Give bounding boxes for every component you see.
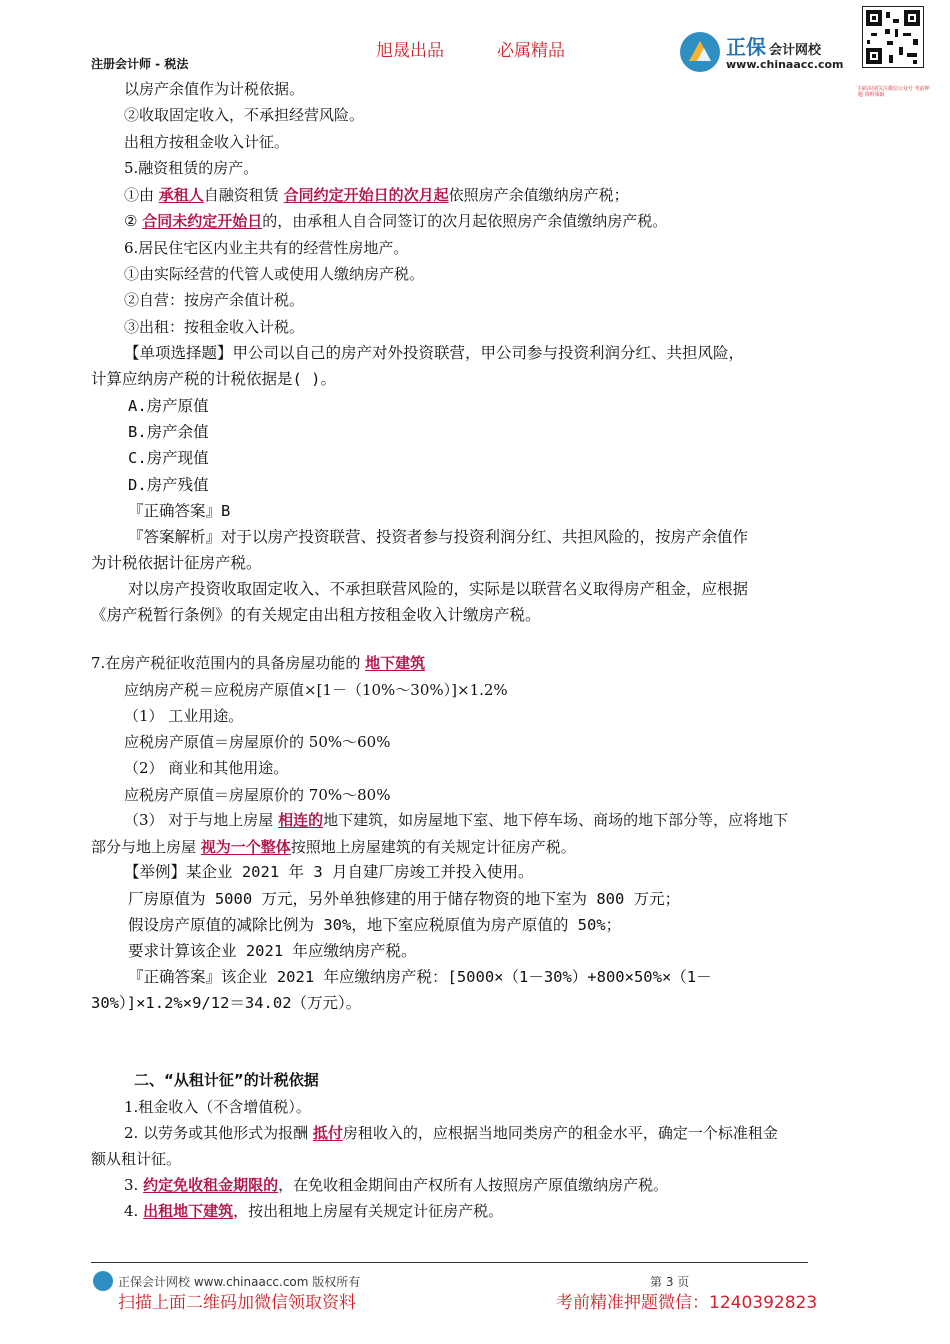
body-line: 4. 出租地下建筑，按出租地上房屋有关规定计征房产税。	[124, 1202, 504, 1220]
slogan-left: 旭晟出品	[376, 41, 444, 61]
option-a: A.房产原值	[128, 397, 209, 415]
keyword: 合同约定开始日的次月起	[283, 186, 449, 204]
body-line: 以房产余值作为计税依据。	[124, 80, 305, 98]
question-text: 计算应纳房产税的计税依据是( )。	[91, 370, 336, 388]
section-item: 7.在房产税征收范围内的具备房屋功能的 地下建筑	[91, 654, 426, 672]
keyword: 抵付	[312, 1124, 343, 1142]
answer-explanation: 为计税依据计征房产税。	[91, 554, 262, 572]
correct-answer: 『正确答案』B	[128, 502, 231, 520]
formula-line: 应纳房产税＝应税房产原值×[1－（10%～30%）]×1.2%	[124, 681, 508, 699]
keyword: 地下建筑	[365, 654, 426, 672]
body-line: （1） 工业用途。	[124, 707, 244, 725]
example-answer: 30%）]×1.2%×9/12＝34.02（万元）。	[91, 994, 362, 1012]
keyword: 相连的	[278, 811, 324, 829]
keyword: 出租地下建筑	[143, 1202, 234, 1220]
example-line: 厂房原值为 5000 万元，另外单独修建的用于储存物资的地下室为 800 万元；	[128, 890, 681, 908]
example-title: 【举例】某企业 2021 年 3 月自建厂房竣工并投入使用。	[124, 863, 534, 881]
body-line: 部分与地上房屋 视为一个整体按照地上房屋建筑的有关规定计征房产税。	[91, 838, 576, 856]
formula-line: 应税房产原值＝房屋原价的 70%～80%	[124, 786, 391, 804]
logo-url: www.chinaacc.com	[726, 58, 844, 71]
page-number: 第 3 页	[650, 1275, 690, 1289]
body-line: 1.租金收入（不含增值税）。	[124, 1098, 311, 1116]
keyword: 视为一个整体	[200, 838, 291, 856]
body-line: ③出租：按租金收入计税。	[124, 318, 305, 336]
subject-title: 注册会计师 - 税法	[91, 57, 189, 71]
body-line: 3. 约定免收租金期限的，在免收租金期间由产权所有人按照房产原值缴纳房产税。	[124, 1176, 669, 1194]
footer-logo-icon	[93, 1271, 113, 1291]
logo-mark-icon	[680, 32, 720, 72]
question-text: 【单项选择题】甲公司以自己的房产对外投资联营，甲公司参与投资利润分红、共担风险，	[124, 344, 745, 362]
body-line: （3） 对于与地上房屋 相连的地下建筑，如房屋地下室、地下停车场、商场的地下部分等，应将地下	[124, 811, 789, 829]
body-line: （2） 商业和其他用途。	[124, 759, 289, 777]
footer-ad-right: 考前精准押题微信：1240392823	[556, 1293, 818, 1313]
keyword: 承租人	[158, 186, 204, 204]
section-heading: 二、“从租计征”的计税依据	[134, 1071, 319, 1089]
body-line: ①由 承租人自融资租赁 合同约定开始日的次月起依照房产余值缴纳房产税；	[124, 186, 629, 204]
body-line: 2. 以劳务或其他形式为报酬 抵付房租收入的，应根据当地同类房产的租金水平，确定一个标准租金	[124, 1124, 778, 1142]
qr-code-icon[interactable]	[862, 6, 924, 68]
keyword: 约定免收租金期限的	[143, 1176, 279, 1194]
brand-logo[interactable]	[680, 28, 860, 78]
footer-ad-left: 扫描上面二维码加微信领取资料	[118, 1293, 356, 1313]
formula-line: 应税房产原值＝房屋原价的 50%～60%	[124, 733, 391, 751]
slogan-right: 必属精品	[497, 41, 565, 61]
option-b: B.房产余值	[128, 423, 209, 441]
example-answer: 『正确答案』该企业 2021 年应缴纳房产税：[5000×（1－30%）+800×50%×（1－	[128, 968, 712, 986]
option-c: C.房产现值	[128, 449, 209, 467]
body-line: 额从租计征。	[91, 1150, 182, 1168]
footer-divider	[91, 1262, 808, 1263]
body-line: ①由实际经营的代管人或使用人缴纳房产税。	[124, 265, 425, 283]
body-line: 6.居民住宅区内业主共有的经营性房地产。	[124, 239, 409, 257]
answer-explanation: 《房产税暂行条例》的有关规定由出租方按租金收入计缴房产税。	[91, 606, 541, 624]
example-line: 假设房产原值的减除比例为 30%，地下室应税原值为房产原值的 50%；	[128, 916, 622, 934]
footer-copyright: 正保会计网校 www.chinaacc.com 版权所有	[118, 1275, 361, 1289]
body-line: ② 合同未约定开始日的，由承租人自合同签订的次月起依照房产余值缴纳房产税。	[124, 212, 668, 230]
answer-explanation: 『答案解析』对于以房产投资联营、投资者参与投资利润分红、共担风险的，按房产余值作	[128, 528, 749, 546]
logo-sub: 会计网校	[769, 43, 822, 58]
body-line: ②自营：按房产余值计税。	[124, 291, 305, 309]
qr-caption: 扫码识别关注微信公众号 考前押题 资料领取	[858, 86, 930, 98]
body-line: 5.融资租赁的房产。	[124, 159, 259, 177]
keyword: 合同未约定开始日	[142, 212, 263, 230]
logo-name: 正保	[726, 35, 766, 59]
answer-explanation: 对以房产投资收取固定收入、不承担联营风险的，实际是以联营名义取得房产租金，应根据	[128, 580, 749, 598]
body-line: ②收取固定收入，不承担经营风险。	[124, 106, 365, 124]
example-line: 要求计算该企业 2021 年应缴纳房产税。	[128, 942, 417, 960]
body-line: 出租方按租金收入计征。	[124, 133, 290, 151]
option-d: D.房产残值	[128, 476, 209, 494]
